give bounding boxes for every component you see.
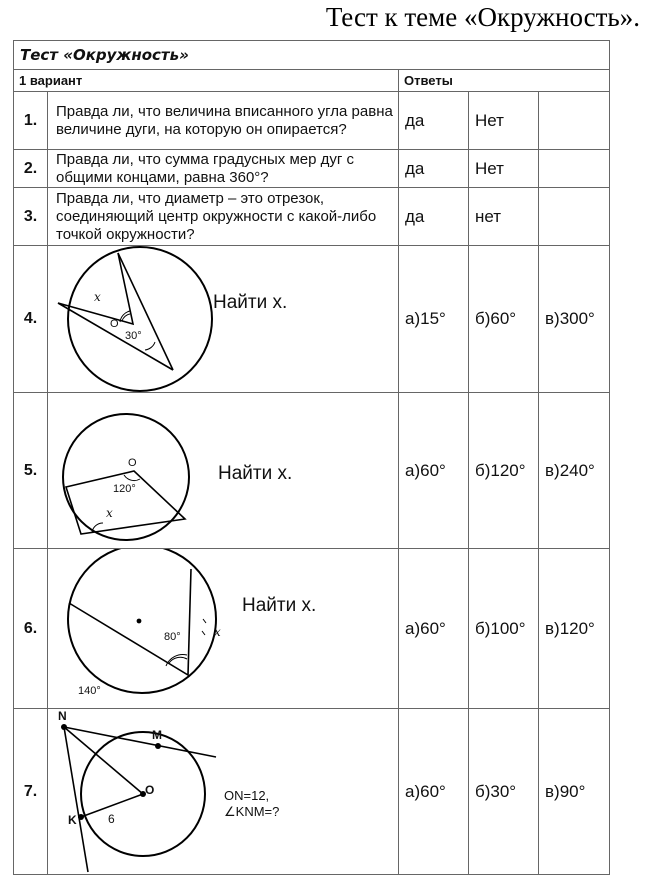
question-row-5 bbox=[14, 393, 610, 549]
answer-option[interactable]: да bbox=[399, 188, 469, 246]
answer-option[interactable]: да bbox=[399, 150, 469, 188]
question-number: 1. bbox=[14, 92, 48, 150]
question-number: 7. bbox=[14, 709, 48, 875]
question-text: Правда ли, что сумма градусных мер дуг с общими концами, равна 360°? bbox=[48, 150, 399, 188]
answer-option[interactable] bbox=[539, 188, 610, 246]
question-row-1 bbox=[14, 92, 610, 150]
find-x-label: Найти х. bbox=[218, 463, 293, 484]
label-radius: 6 bbox=[108, 812, 115, 826]
answer-option[interactable] bbox=[539, 150, 610, 188]
question-text: Правда ли, что величина вписанного угла равна величине дуги, на которую он опирается? bbox=[48, 92, 399, 150]
figure-7 bbox=[48, 709, 399, 875]
figure-4 bbox=[48, 246, 399, 393]
label-center: O bbox=[128, 457, 137, 469]
answer-option[interactable]: б)60° bbox=[469, 246, 539, 393]
label-x: x bbox=[94, 290, 101, 304]
answers-header: Ответы bbox=[399, 70, 610, 92]
circle-diagram-7 bbox=[48, 709, 398, 874]
find-x-label: Найти х. bbox=[242, 595, 317, 616]
answer-option[interactable]: а)60° bbox=[399, 549, 469, 709]
question-row-2 bbox=[14, 150, 610, 188]
answer-option[interactable]: а)15° bbox=[399, 246, 469, 393]
label-angle: 30° bbox=[125, 330, 142, 342]
question-number: 2. bbox=[14, 150, 48, 188]
answer-option[interactable]: в)120° bbox=[539, 549, 610, 709]
variant-header: 1 вариант bbox=[14, 70, 399, 92]
given-on: ON=12, bbox=[224, 788, 270, 803]
answer-option[interactable]: Нет bbox=[469, 150, 539, 188]
question-row-7 bbox=[14, 709, 610, 875]
find-x-label: Найти х. bbox=[213, 292, 288, 313]
answer-option[interactable] bbox=[539, 92, 610, 150]
question-text: Правда ли, что диаметр – это отрезок, соединяющий центр окружности с какой-либо точкой окружности? bbox=[48, 188, 399, 246]
answer-option[interactable]: да bbox=[399, 92, 469, 150]
circle-diagram-4 bbox=[48, 246, 398, 392]
question-number: 6. bbox=[14, 549, 48, 709]
question-number: 5. bbox=[14, 393, 48, 549]
label-n: N bbox=[58, 709, 67, 723]
label-x: x bbox=[106, 506, 113, 520]
test-table bbox=[13, 40, 610, 875]
figure-6 bbox=[48, 549, 399, 709]
answer-option[interactable]: в)300° bbox=[539, 246, 610, 393]
label-center: O bbox=[145, 783, 155, 797]
answer-option[interactable]: Нет bbox=[469, 92, 539, 150]
answer-option[interactable]: в)240° bbox=[539, 393, 610, 549]
answer-option[interactable]: а)60° bbox=[399, 709, 469, 875]
label-angle: 120° bbox=[113, 483, 136, 495]
document-title: Тест к теме «Окружность». bbox=[325, 2, 640, 32]
answer-option[interactable]: б)100° bbox=[469, 549, 539, 709]
label-k: K bbox=[68, 813, 77, 827]
question-row-6 bbox=[14, 549, 610, 709]
label-center: O bbox=[110, 318, 119, 330]
answer-option[interactable]: б)30° bbox=[469, 709, 539, 875]
figure-5 bbox=[48, 393, 399, 549]
given-angle: ∠KNM=? bbox=[224, 804, 280, 819]
label-m: M bbox=[152, 728, 162, 742]
question-number: 3. bbox=[14, 188, 48, 246]
question-number: 4. bbox=[14, 246, 48, 393]
label-arc: 140° bbox=[78, 685, 101, 697]
answer-option[interactable]: нет bbox=[469, 188, 539, 246]
label-angle: 80° bbox=[164, 631, 181, 643]
question-row-4 bbox=[14, 246, 610, 393]
answer-option[interactable]: а)60° bbox=[399, 393, 469, 549]
table-title: Тест «Окружность» bbox=[14, 41, 610, 70]
question-row-3 bbox=[14, 188, 610, 246]
label-x: x bbox=[214, 625, 221, 639]
answer-option[interactable]: б)120° bbox=[469, 393, 539, 549]
answer-option[interactable]: в)90° bbox=[539, 709, 610, 875]
